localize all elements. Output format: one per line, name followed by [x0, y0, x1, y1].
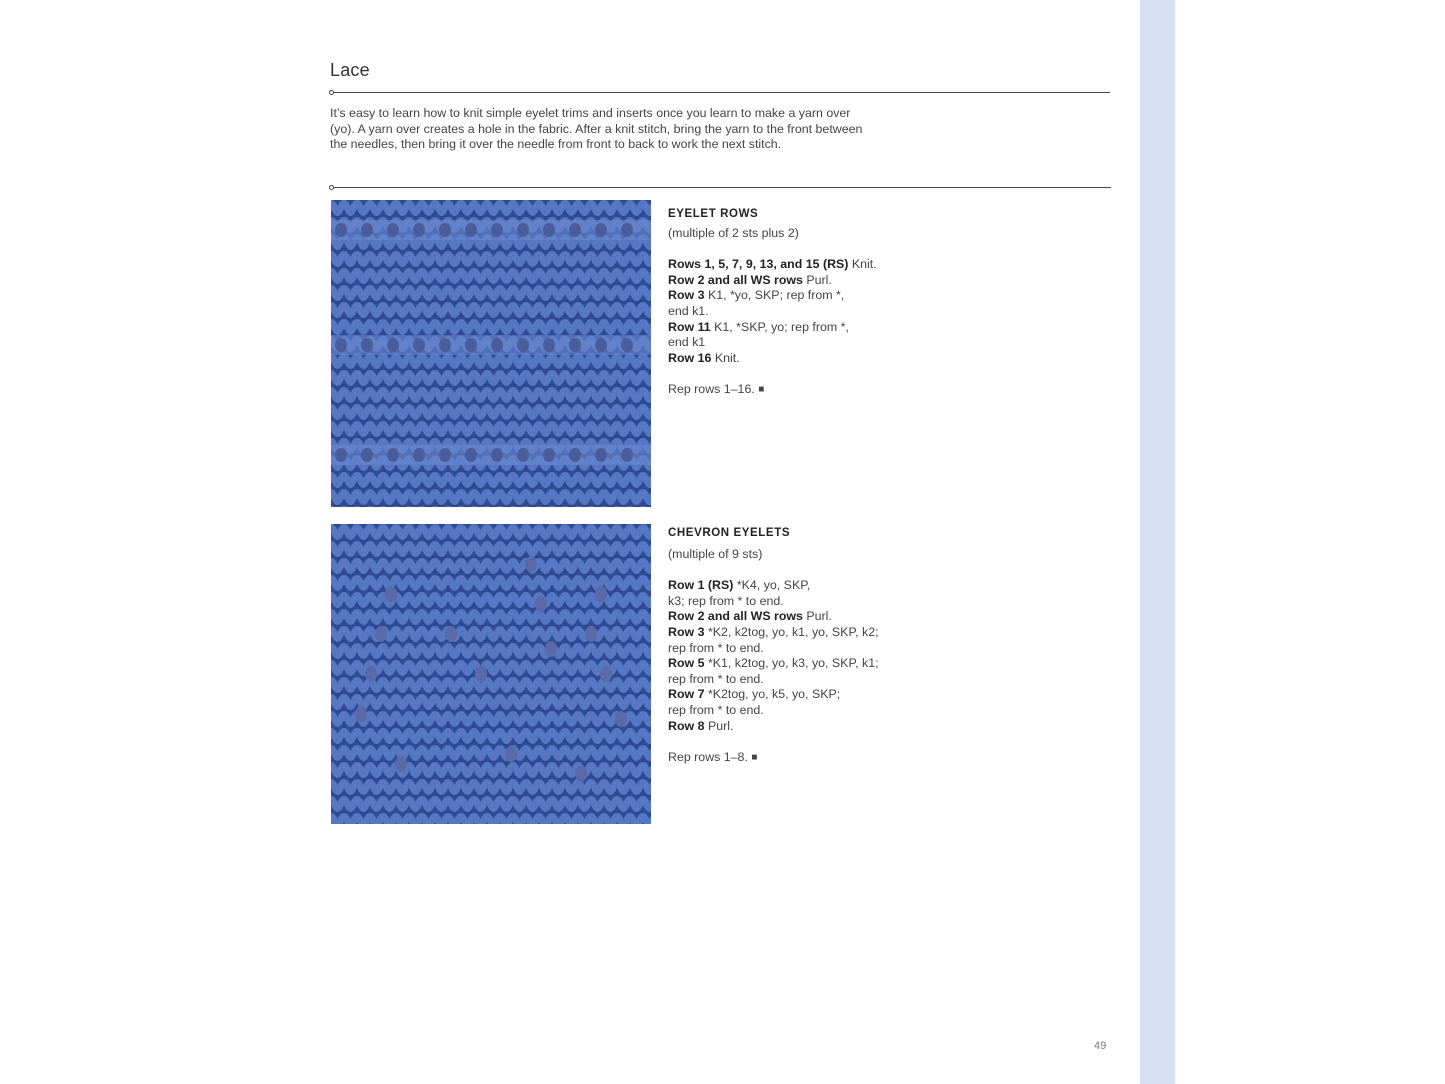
page-number: 49 [1094, 1040, 1107, 1052]
pattern-row: Row 8 Purl. [668, 718, 734, 733]
pattern-repeat: Rep rows 1–8. ■ [668, 750, 758, 765]
pattern-multiple: (multiple of 2 sts plus 2) [668, 225, 799, 240]
page-edge-strip [1140, 0, 1175, 1084]
eyelet-rows-pattern [668, 207, 928, 398]
chevron-eyelets-swatch [331, 524, 651, 824]
pattern-row: Row 1 (RS) *K4, yo, SKP, k3; rep from * to end. [668, 578, 811, 608]
pattern-row: Row 7 *K2tog, yo, k5, yo, SKP; rep from * to end. [668, 687, 841, 717]
end-mark: ■ [751, 752, 758, 764]
pattern-row: Rows 1, 5, 7, 9, 13, and 15 (RS) Knit. [668, 257, 877, 272]
pattern-multiple: (multiple of 9 sts) [668, 546, 763, 561]
pattern-title: EYELET ROWS [668, 208, 759, 220]
pattern-repeat: Rep rows 1–16. ■ [668, 382, 765, 397]
section-title: Lace [330, 60, 370, 80]
pattern-row: Row 2 and all WS rows Purl. [668, 272, 832, 287]
pattern-row: Row 3 *K2, k2tog, yo, k1, yo, SKP, k2; rep from * to end. [668, 624, 879, 655]
pattern-title: CHEVRON EYELETS [668, 527, 791, 539]
end-mark: ■ [758, 384, 765, 396]
pattern-row: Row 16 Knit. [668, 350, 740, 365]
intro-paragraph: It’s easy to learn how to knit simple eyelet trims and inserts once you learn to make a yarn over (yo). A yarn over creates a hole in the fabric. After a knit stitch, bring the yarn to the front between the needles, then bring it over the needle from front to back to work the next stitch. [330, 106, 863, 152]
pattern-row: Row 11 K1, *SKP, yo; rep from *, end k1 [668, 319, 849, 350]
section-rule [332, 187, 1111, 188]
title-rule [332, 92, 1110, 93]
pattern-row: Row 5 *K1, k2tog, yo, k3, yo, SKP, k1; rep from * to end. [668, 656, 879, 686]
pattern-row: Row 2 and all WS rows Purl. [668, 609, 832, 624]
eyelet-rows-swatch [331, 200, 651, 507]
pattern-row: Row 3 K1, *yo, SKP; rep from *, end k1. [668, 288, 845, 318]
chevron-eyelets-pattern [668, 526, 883, 766]
